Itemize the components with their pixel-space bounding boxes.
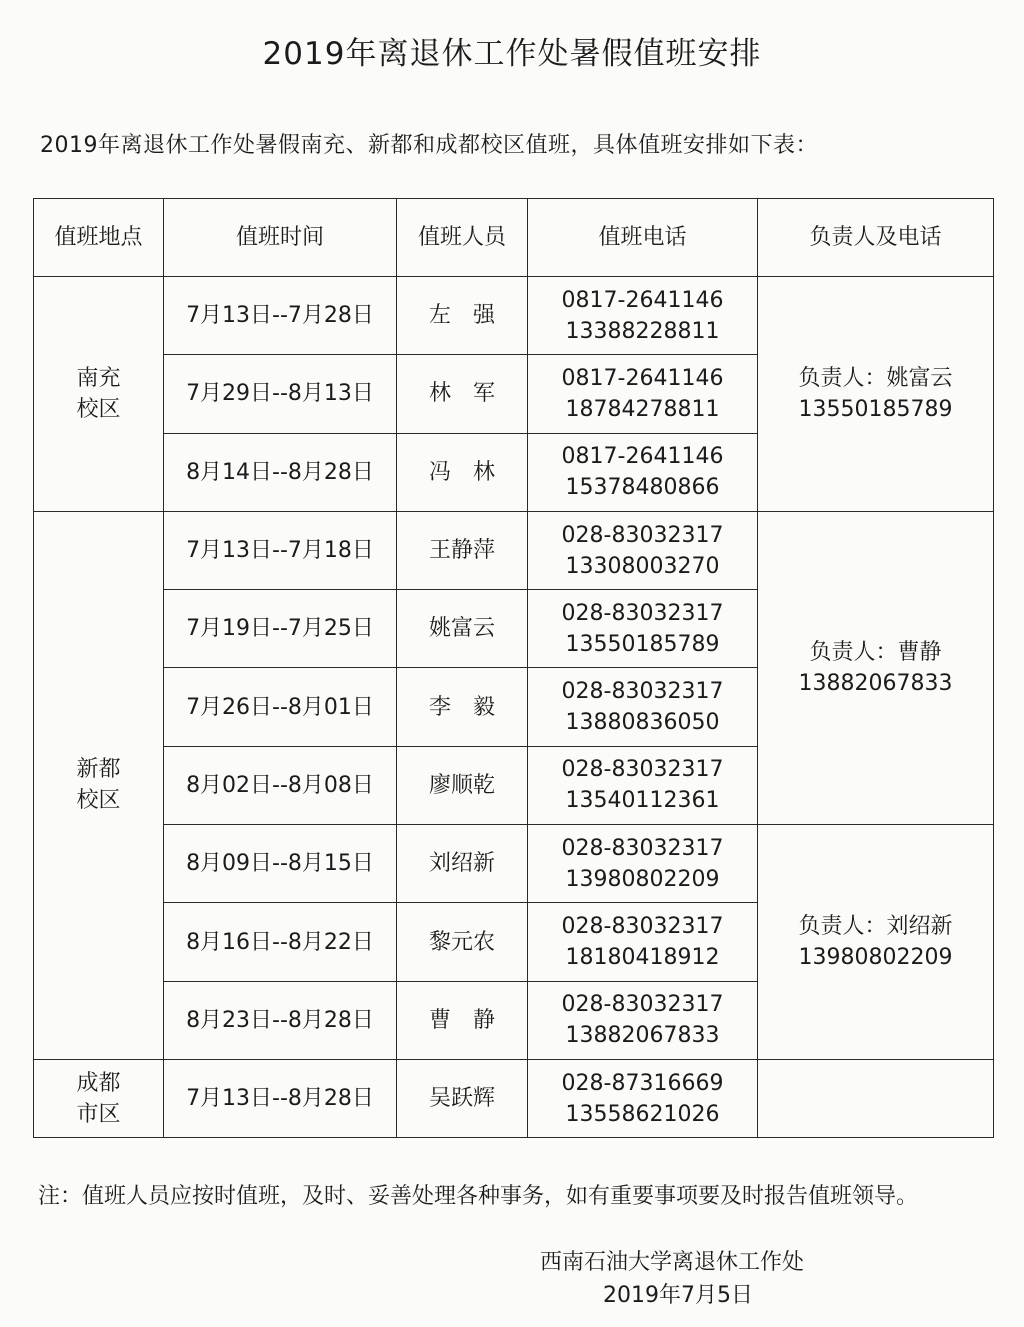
mobile-phone: 13880836050 xyxy=(565,710,720,736)
mobile-phone: 15378480866 xyxy=(565,475,720,501)
duty-phone-cell xyxy=(528,590,758,668)
mobile-phone: 18180418912 xyxy=(565,945,720,971)
office-phone: 028-83032317 xyxy=(561,757,724,783)
mobile-phone: 13308003270 xyxy=(565,553,720,579)
duty-time-cell: 7月13日--7月28日 xyxy=(164,277,397,355)
duty-time-cell: 7月19日--7月25日 xyxy=(164,590,397,668)
duty-staff-cell: 李 毅 xyxy=(397,668,528,746)
duty-staff-cell: 左 强 xyxy=(397,277,528,355)
duty-time-cell: 8月09日--8月15日 xyxy=(164,825,397,903)
duty-phone-cell xyxy=(528,511,758,589)
header-time: 值班时间 xyxy=(164,199,397,277)
duty-phone-cell xyxy=(528,668,758,746)
office-phone: 028-87316669 xyxy=(561,1070,724,1096)
office-phone: 028-83032317 xyxy=(561,992,724,1018)
mobile-phone: 13980802209 xyxy=(565,866,720,892)
office-phone: 028-83032317 xyxy=(561,522,724,548)
table-row xyxy=(34,1059,994,1137)
office-phone: 0817-2641146 xyxy=(561,365,724,391)
duty-time-cell: 7月13日--8月28日 xyxy=(164,1059,397,1137)
duty-time-cell: 8月02日--8月08日 xyxy=(164,746,397,824)
header-staff: 值班人员 xyxy=(397,199,528,277)
office-phone: 0817-2641146 xyxy=(561,287,724,313)
duty-time-cell: 8月23日--8月28日 xyxy=(164,981,397,1059)
supervisor-cell xyxy=(758,1059,994,1137)
supervisor-cell: 负责人：姚富云 13550185789 xyxy=(758,277,994,512)
office-phone: 028-83032317 xyxy=(561,835,724,861)
duty-staff-cell: 吴跃辉 xyxy=(397,1059,528,1137)
mobile-phone: 13540112361 xyxy=(565,788,720,814)
duty-phone-cell xyxy=(528,277,758,355)
footnote: 注：值班人员应按时值班，及时、妥善处理各种事务，如有重要事项要及时报告值班领导。 xyxy=(38,1184,919,1209)
duty-staff-cell: 冯 林 xyxy=(397,433,528,511)
duty-staff-cell: 黎元农 xyxy=(397,903,528,981)
page-title: 2019年离退休工作处暑假值班安排 xyxy=(262,36,762,72)
duty-schedule-table xyxy=(33,198,994,1138)
duty-staff-cell: 姚富云 xyxy=(397,590,528,668)
header-supervisor: 负责人及电话 xyxy=(758,199,994,277)
mobile-phone: 13558621026 xyxy=(565,1101,720,1127)
location-cell: 成都 市区 xyxy=(34,1059,164,1137)
issue-date: 2019年7月5日 xyxy=(603,1283,753,1308)
duty-time-cell: 8月14日--8月28日 xyxy=(164,433,397,511)
duty-phone-cell xyxy=(528,981,758,1059)
office-phone: 028-83032317 xyxy=(561,914,724,940)
office-phone: 028-83032317 xyxy=(561,600,724,626)
intro-paragraph: 2019年离退休工作处暑假南充、新都和成都校区值班，具体值班安排如下表： xyxy=(40,133,818,158)
supervisor-cell: 负责人：曹静 13882067833 xyxy=(758,511,994,824)
duty-phone-cell xyxy=(528,746,758,824)
duty-phone-cell xyxy=(528,355,758,433)
duty-staff-cell: 林 军 xyxy=(397,355,528,433)
table-body xyxy=(34,277,994,1138)
duty-staff-cell: 刘绍新 xyxy=(397,825,528,903)
supervisor-cell: 负责人：刘绍新 13980802209 xyxy=(758,825,994,1060)
duty-time-cell: 7月13日--7月18日 xyxy=(164,511,397,589)
duty-time-cell: 7月29日--8月13日 xyxy=(164,355,397,433)
issuer-signature: 西南石油大学离退休工作处 xyxy=(540,1250,805,1275)
office-phone: 0817-2641146 xyxy=(561,444,724,470)
duty-phone-cell xyxy=(528,1059,758,1137)
duty-staff-cell: 王静萍 xyxy=(397,511,528,589)
duty-staff-cell: 曹 静 xyxy=(397,981,528,1059)
office-phone: 028-83032317 xyxy=(561,679,724,705)
duty-time-cell: 8月16日--8月22日 xyxy=(164,903,397,981)
duty-phone-cell xyxy=(528,825,758,903)
table-row xyxy=(34,277,994,355)
duty-phone-cell xyxy=(528,903,758,981)
mobile-phone: 13882067833 xyxy=(565,1023,720,1049)
header-location: 值班地点 xyxy=(34,199,164,277)
mobile-phone: 18784278811 xyxy=(565,396,720,422)
duty-staff-cell: 廖顺乾 xyxy=(397,746,528,824)
location-cell: 南充 校区 xyxy=(34,277,164,512)
mobile-phone: 13388228811 xyxy=(565,318,720,344)
mobile-phone: 13550185789 xyxy=(565,631,720,657)
duty-phone-cell xyxy=(528,433,758,511)
table-row xyxy=(34,825,994,903)
table-row xyxy=(34,511,994,589)
duty-time-cell: 7月26日--8月01日 xyxy=(164,668,397,746)
table-header-row xyxy=(34,199,994,277)
location-cell: 新都 校区 xyxy=(34,511,164,1059)
header-phone: 值班电话 xyxy=(528,199,758,277)
